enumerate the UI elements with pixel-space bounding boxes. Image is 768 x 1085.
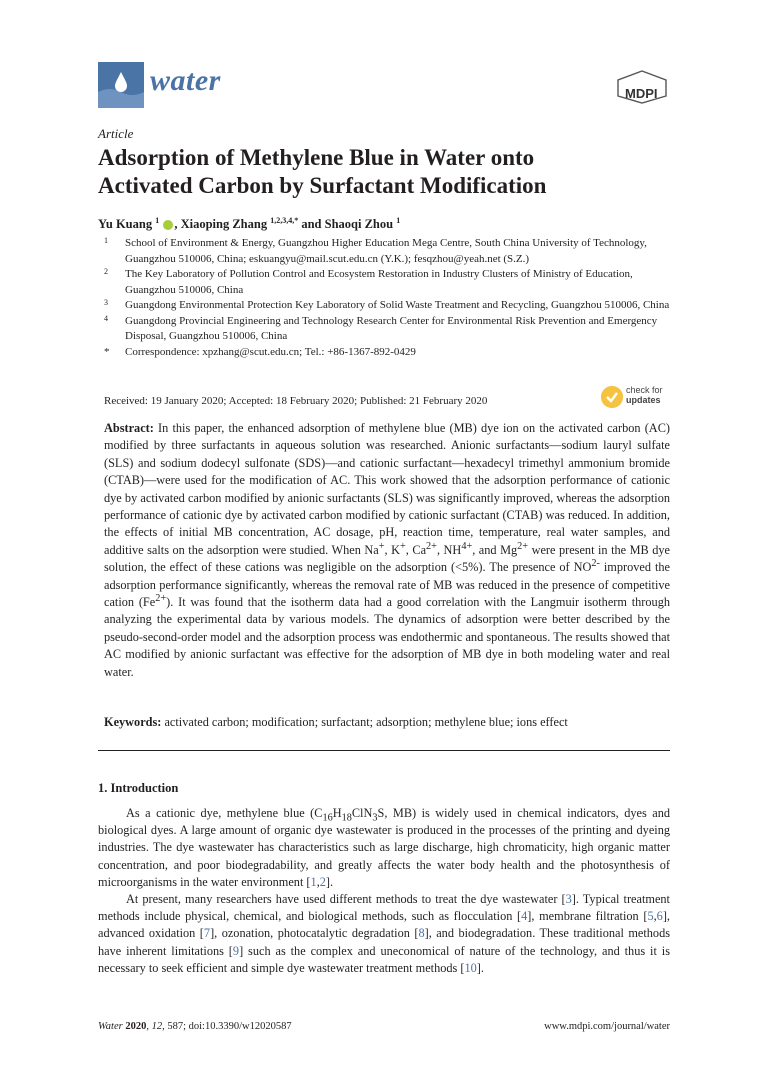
author-affiliation-mark: 1 [155,215,160,225]
footer-year: 2020 [125,1021,147,1032]
keywords-text: activated carbon; modification; surfactant; adsorption; methylene blue; ions effect [161,715,568,729]
intro-paragraph-2 [98,891,670,977]
affiliation-list [104,236,674,360]
body-text: ]. Typical treatment methods include physical, chemical, and biological methods, such as flocculation [ [98,892,670,924]
citation-link[interactable]: 7 [203,926,211,941]
body-text: ClN [351,806,373,820]
body-text: , [653,909,657,924]
title-line-2: Activated Carbon by Surfactant Modification [98,173,547,198]
abstract-text: , K [384,542,401,557]
citation-link[interactable]: 9 [232,943,240,958]
author-affiliation-mark: 1 [396,215,401,225]
section-heading-introduction: 1. Introduction [98,781,179,795]
citation-link[interactable]: 5 [647,909,654,924]
title-line-1: Adsorption of Methylene Blue in Water onto [98,145,535,170]
keywords-label: Keywords: [104,715,162,729]
intro-paragraph-1 [98,805,670,891]
abstract-text: , Ca [405,542,427,557]
affiliation-text: Guangdong Provincial Engineering and Technology Research Center for Environmental Risk Prevention and Emergency Disposal, Guangzhou 510006, China [125,314,658,342]
publication-dates: Received: 19 January 2020; Accepted: 18 February 2020; Published: 21 February 2020 [104,395,488,407]
body-text: As a cationic dye, methylene blue (C [126,806,323,820]
body-text: ], and biodegradation. These traditional methods have inherent limitations [ [98,926,670,958]
body-text: ], advanced oxidation [ [98,909,670,941]
abstract-superscript: 2+ [426,540,437,552]
abstract-label: Abstract: [104,421,154,435]
citation-link[interactable]: 8 [418,926,425,941]
affiliation-text: School of Environment & Energy, Guangzhou Higher Education Mega Centre, South China University of Technology, Guangzhou 510006, China; eskuangyu@mail.scut.edu.cn (Y.K.); fesqzhou@yeah.net (S.Z.) [125,237,647,265]
author-name: Yu Kuang [98,217,153,231]
abstract-text: improved the adsorption performance significantly, whereas the removal rate of MB was reduced in the presence of competitive cation (Fe [104,560,670,610]
affiliation-item [104,298,674,314]
journal-header [98,62,670,110]
section-divider [98,750,670,751]
abstract-superscript: 2+ [155,592,167,604]
affiliation-item [104,314,674,345]
abstract-superscript: + [378,540,385,552]
journal-name: water [150,64,221,97]
citation-link[interactable]: 10 [464,960,477,975]
affiliation-number: 3 [104,298,108,307]
check-updates-text [626,385,663,405]
body-text: S, MB) is widely used in chemical indicators, dyes and biological dyes. A large amount of organic dye wastewater is produced in the processes of the printing and dyeing industries. The dye wastewater has characteristics such as large discharge, high chromaticity, high organic matter concentration, and poor biodegradability, and greatly affects the water body health and the photosynthesis of microorganisms in the water environment [ [98,806,670,889]
correspondence-mark: * [104,345,110,358]
formula-subscript: 16 [322,812,333,824]
abstract-text: ). It was found that the isotherm data had a good correlation with the Langmuir isotherm through analyzing the experimental data by various models. The dynamics of adsorption were better described by the pseudo-second-order model and the adsorption process was endothermic and spontaneous. The results showed that AC modified by anionic surfactant was effective for the adsorption of MB dye in both modeling water and real water. [104,595,670,679]
mdpi-logo [614,70,670,104]
citation-link[interactable]: 2 [319,874,326,889]
formula-subscript: 3 [372,812,378,824]
abstract-superscript: 2- [591,558,600,570]
author-affiliation-mark: 1,2,3,4,* [270,215,299,225]
abstract-text: , NH [436,542,462,557]
footer-volume: 12 [151,1021,163,1032]
body-text: , [316,874,320,889]
formula-subscript: 18 [341,812,352,824]
orcid-icon[interactable] [163,220,173,230]
footer-journal: Water [98,1021,123,1032]
citation-link[interactable]: 6 [656,909,663,924]
abstract-superscript: 4+ [461,540,473,552]
check-updates-line-2: updates [626,395,661,405]
citation-link[interactable]: 3 [565,892,572,906]
affiliation-number: 4 [104,313,108,323]
check-updates-icon [601,386,623,408]
abstract-text: were present in the MB dye solution, the effect of these cations was negligible on the adsorption (<5%). The presence of NO [104,542,671,575]
affiliation-text: Guangdong Environmental Protection Key Laboratory of Solid Waste Treatment and Recycling, Guangzhou 510006, China [125,299,670,311]
abstract-superscript: + [400,540,406,552]
affiliation-number: 2 [104,267,108,276]
abstract [104,420,670,681]
body-text: ] such as the complex and uneconomical of nature of the technology, and thus it is necessary to seek efficient and simple dye wastewater treatment methods [ [98,943,670,975]
citation-link[interactable]: 1 [310,874,317,889]
check-updates-line-1: check for [626,385,663,395]
author-name: , Xiaoping Zhang [174,217,268,231]
affiliation-item [104,236,674,267]
water-drop-logo-icon [98,62,144,108]
body-text: ]. [325,874,334,889]
author-list [98,217,400,232]
affiliation-item [104,267,674,298]
abstract-text: In this paper, the enhanced adsorption of methylene blue (MB) dye ion on the activated carbon (AC) modified by three surfactants in aqueous solution was researched. Anionic surfactants—sodium lauryl sulfate (SLS) and sodium dodecyl sulfonate (SDS)—and cationic surfactant—hexadecyl trimethyl ammonium bromide (CTAB)—were used for the modification of AC. This work showed that the adsorption performance of cationic dye by activated carbon modified by anionic surfactants (SLS) was significantly improved, whereas the adsorption performance of cationic dye by activated carbon modified by cationic surfactant (CTAB) was reduced. In addition, the effects of initial MB concentration, AC dosage, pH, reaction time, temperature, real water samples, and additive salts on the adsorption were studied. When Na [104,421,670,557]
body-text: ], membrane filtration [ [527,909,648,924]
correspondence-item [104,345,674,361]
paper-title [98,144,678,200]
footer-doi: , 587; doi:10.3390/w12020587 [162,1021,292,1032]
body-text: ]. [476,960,484,975]
correspondence-text: Correspondence: xpzhang@scut.edu.cn; Tel.: +86-1367-892-0429 [125,345,416,358]
affiliation-number: 1 [104,236,108,245]
body-text: H [332,806,342,820]
keywords [104,714,670,731]
citation-info: Water 2020, 12, 587; doi:10.3390/w12020587 [98,1021,292,1032]
affiliation-text: The Key Laboratory of Pollution Control and Ecosystem Restoration in Industry Clusters of Ministry of Education, Guangzhou 510006, China [125,268,633,296]
abstract-superscript: 2+ [517,540,529,552]
abstract-text: , and Mg [472,542,518,557]
check-for-updates-badge[interactable] [601,384,671,410]
article-type: Article [98,126,134,141]
body-text: ], ozonation, photocatalytic degradation [ [210,926,419,941]
journal-url-link[interactable]: www.mdpi.com/journal/water [544,1021,670,1032]
author-name: and Shaoqi Zhou [301,217,394,231]
citation-link[interactable]: 4 [521,909,528,924]
mdpi-text: MDPI [625,86,658,101]
body-text: At present, many researchers have used different methods to treat the dye wastewater [ [126,892,566,906]
